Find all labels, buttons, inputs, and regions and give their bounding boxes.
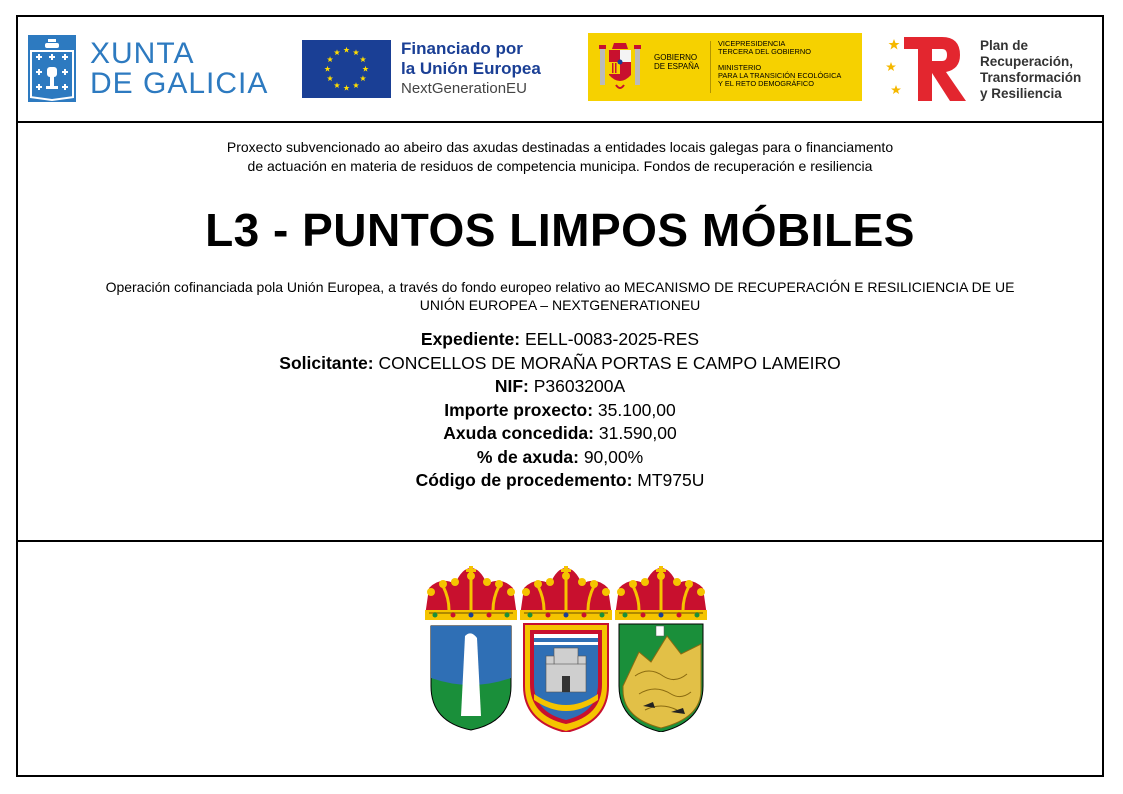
logo-bar bbox=[18, 17, 1102, 123]
gob-right-line3: MINISTERIO bbox=[718, 62, 762, 72]
detail-label: Axuda concedida: bbox=[443, 423, 594, 443]
gob-left-line2: DE ESPAÑA bbox=[654, 62, 700, 71]
prtr-line1: Plan de bbox=[980, 38, 1029, 53]
gobierno-text bbox=[654, 53, 699, 71]
eu-star-icon bbox=[362, 66, 368, 72]
operation-line1: Operación cofinanciada pola Unión Europea, a través do fondo europeo relativo ao MECANISMO DE RECUPERACIÓN E RESILICIENCIA DE UE bbox=[105, 279, 1015, 295]
detail-label: Importe proxecto: bbox=[444, 399, 594, 420]
eu-line3: NextGenerationEU bbox=[401, 80, 527, 97]
detail-nif bbox=[18, 375, 1102, 399]
xunta-line1: XUNTA bbox=[90, 36, 195, 70]
ministerio-text bbox=[718, 40, 841, 88]
eu-star-icon bbox=[343, 85, 349, 91]
detail-value: 31.590,00 bbox=[594, 423, 677, 443]
eu-star-icon bbox=[353, 82, 359, 88]
operation-text bbox=[18, 278, 1102, 314]
detail-axuda bbox=[18, 422, 1102, 446]
eu-line2: la Unión Europea bbox=[401, 59, 541, 78]
project-info-section bbox=[18, 121, 1102, 542]
xunta-logo bbox=[28, 35, 268, 102]
morana-shield-icon bbox=[425, 566, 517, 730]
detail-value: P3603200A bbox=[528, 376, 626, 396]
eu-star-icon bbox=[360, 56, 366, 62]
detail-label: % de axuda: bbox=[476, 446, 579, 467]
prtr-line2: Recuperación, bbox=[980, 54, 1074, 69]
eu-logo bbox=[302, 39, 541, 99]
eu-star-icon bbox=[360, 75, 366, 81]
gob-left-line1: GOBIERNO bbox=[654, 53, 698, 62]
municipal-shields-section bbox=[18, 540, 1102, 777]
detail-importe bbox=[18, 399, 1102, 423]
eu-star-icon bbox=[334, 49, 340, 55]
intro-line1: Proxecto subvencionado ao abeiro das axudas destinadas a entidades locais galegas para o financiamento bbox=[226, 139, 894, 155]
detail-value: CONCELLOS DE MORAÑA PORTAS E CAMPO LAMEIRO bbox=[373, 352, 841, 373]
prtr-line4: y Resiliencia bbox=[980, 86, 1062, 101]
detail-value: 35.100,00 bbox=[593, 399, 676, 420]
xunta-cross-icon bbox=[28, 35, 76, 102]
poster-frame bbox=[16, 15, 1104, 777]
detail-expediente bbox=[18, 328, 1102, 352]
detail-label: NIF: bbox=[494, 376, 529, 396]
detail-value: 90,00% bbox=[578, 446, 644, 467]
eu-star-icon bbox=[327, 75, 333, 81]
gob-right-line5: Y EL RETO DEMOGRÁFICO bbox=[718, 79, 814, 89]
eu-star-icon bbox=[343, 47, 349, 53]
eu-star-icon bbox=[327, 56, 333, 62]
intro-text bbox=[18, 121, 1102, 176]
eu-flag-icon bbox=[302, 40, 391, 98]
portas-shield-icon bbox=[520, 566, 612, 732]
gob-right-line4: PARA LA TRANSICIÓN ECOLÓGICA bbox=[718, 70, 842, 80]
campo-lameiro-shield-icon bbox=[615, 566, 707, 732]
detail-porcentaxe bbox=[18, 446, 1102, 470]
eu-text bbox=[401, 39, 541, 99]
prtr-line3: Transformación bbox=[980, 70, 1082, 85]
xunta-line2: DE GALICIA bbox=[90, 66, 269, 100]
detail-value: EELL-0083-2025-RES bbox=[520, 329, 700, 349]
prtr-text bbox=[980, 38, 1100, 102]
detail-value: MT975U bbox=[632, 470, 705, 490]
gob-right-line2: TERCERA DEL GOBIERNO bbox=[718, 47, 811, 57]
detail-label: Expediente: bbox=[420, 329, 521, 349]
eu-line1: Financiado por bbox=[401, 39, 523, 58]
gob-right-line1: VICEPRESIDENCIA bbox=[718, 39, 786, 48]
project-details bbox=[18, 328, 1102, 493]
page-title: L3 - PUNTOS LIMPOS MÓBILES bbox=[205, 204, 915, 256]
eu-star-icon bbox=[353, 49, 359, 55]
operation-line2: UNIÓN EUROPEA – NEXTGENERATIONEU bbox=[419, 297, 701, 313]
municipal-shields bbox=[421, 566, 711, 732]
detail-codigo bbox=[18, 469, 1102, 493]
gobierno-divider bbox=[710, 41, 711, 93]
intro-line2: de actuación en materia de residuos de competencia municipa. Fondos de recuperación e resiliencia bbox=[247, 158, 873, 174]
spain-coat-of-arms-icon bbox=[598, 41, 642, 93]
detail-label: Código de procedemento: bbox=[415, 470, 633, 490]
detail-solicitante bbox=[18, 352, 1102, 376]
eu-star-icon bbox=[324, 66, 330, 72]
eu-star-icon bbox=[334, 82, 340, 88]
detail-label: Solicitante: bbox=[279, 352, 374, 373]
prtr-mark-icon bbox=[884, 35, 970, 103]
gobierno-logo bbox=[588, 33, 862, 101]
xunta-wordmark bbox=[90, 36, 269, 100]
